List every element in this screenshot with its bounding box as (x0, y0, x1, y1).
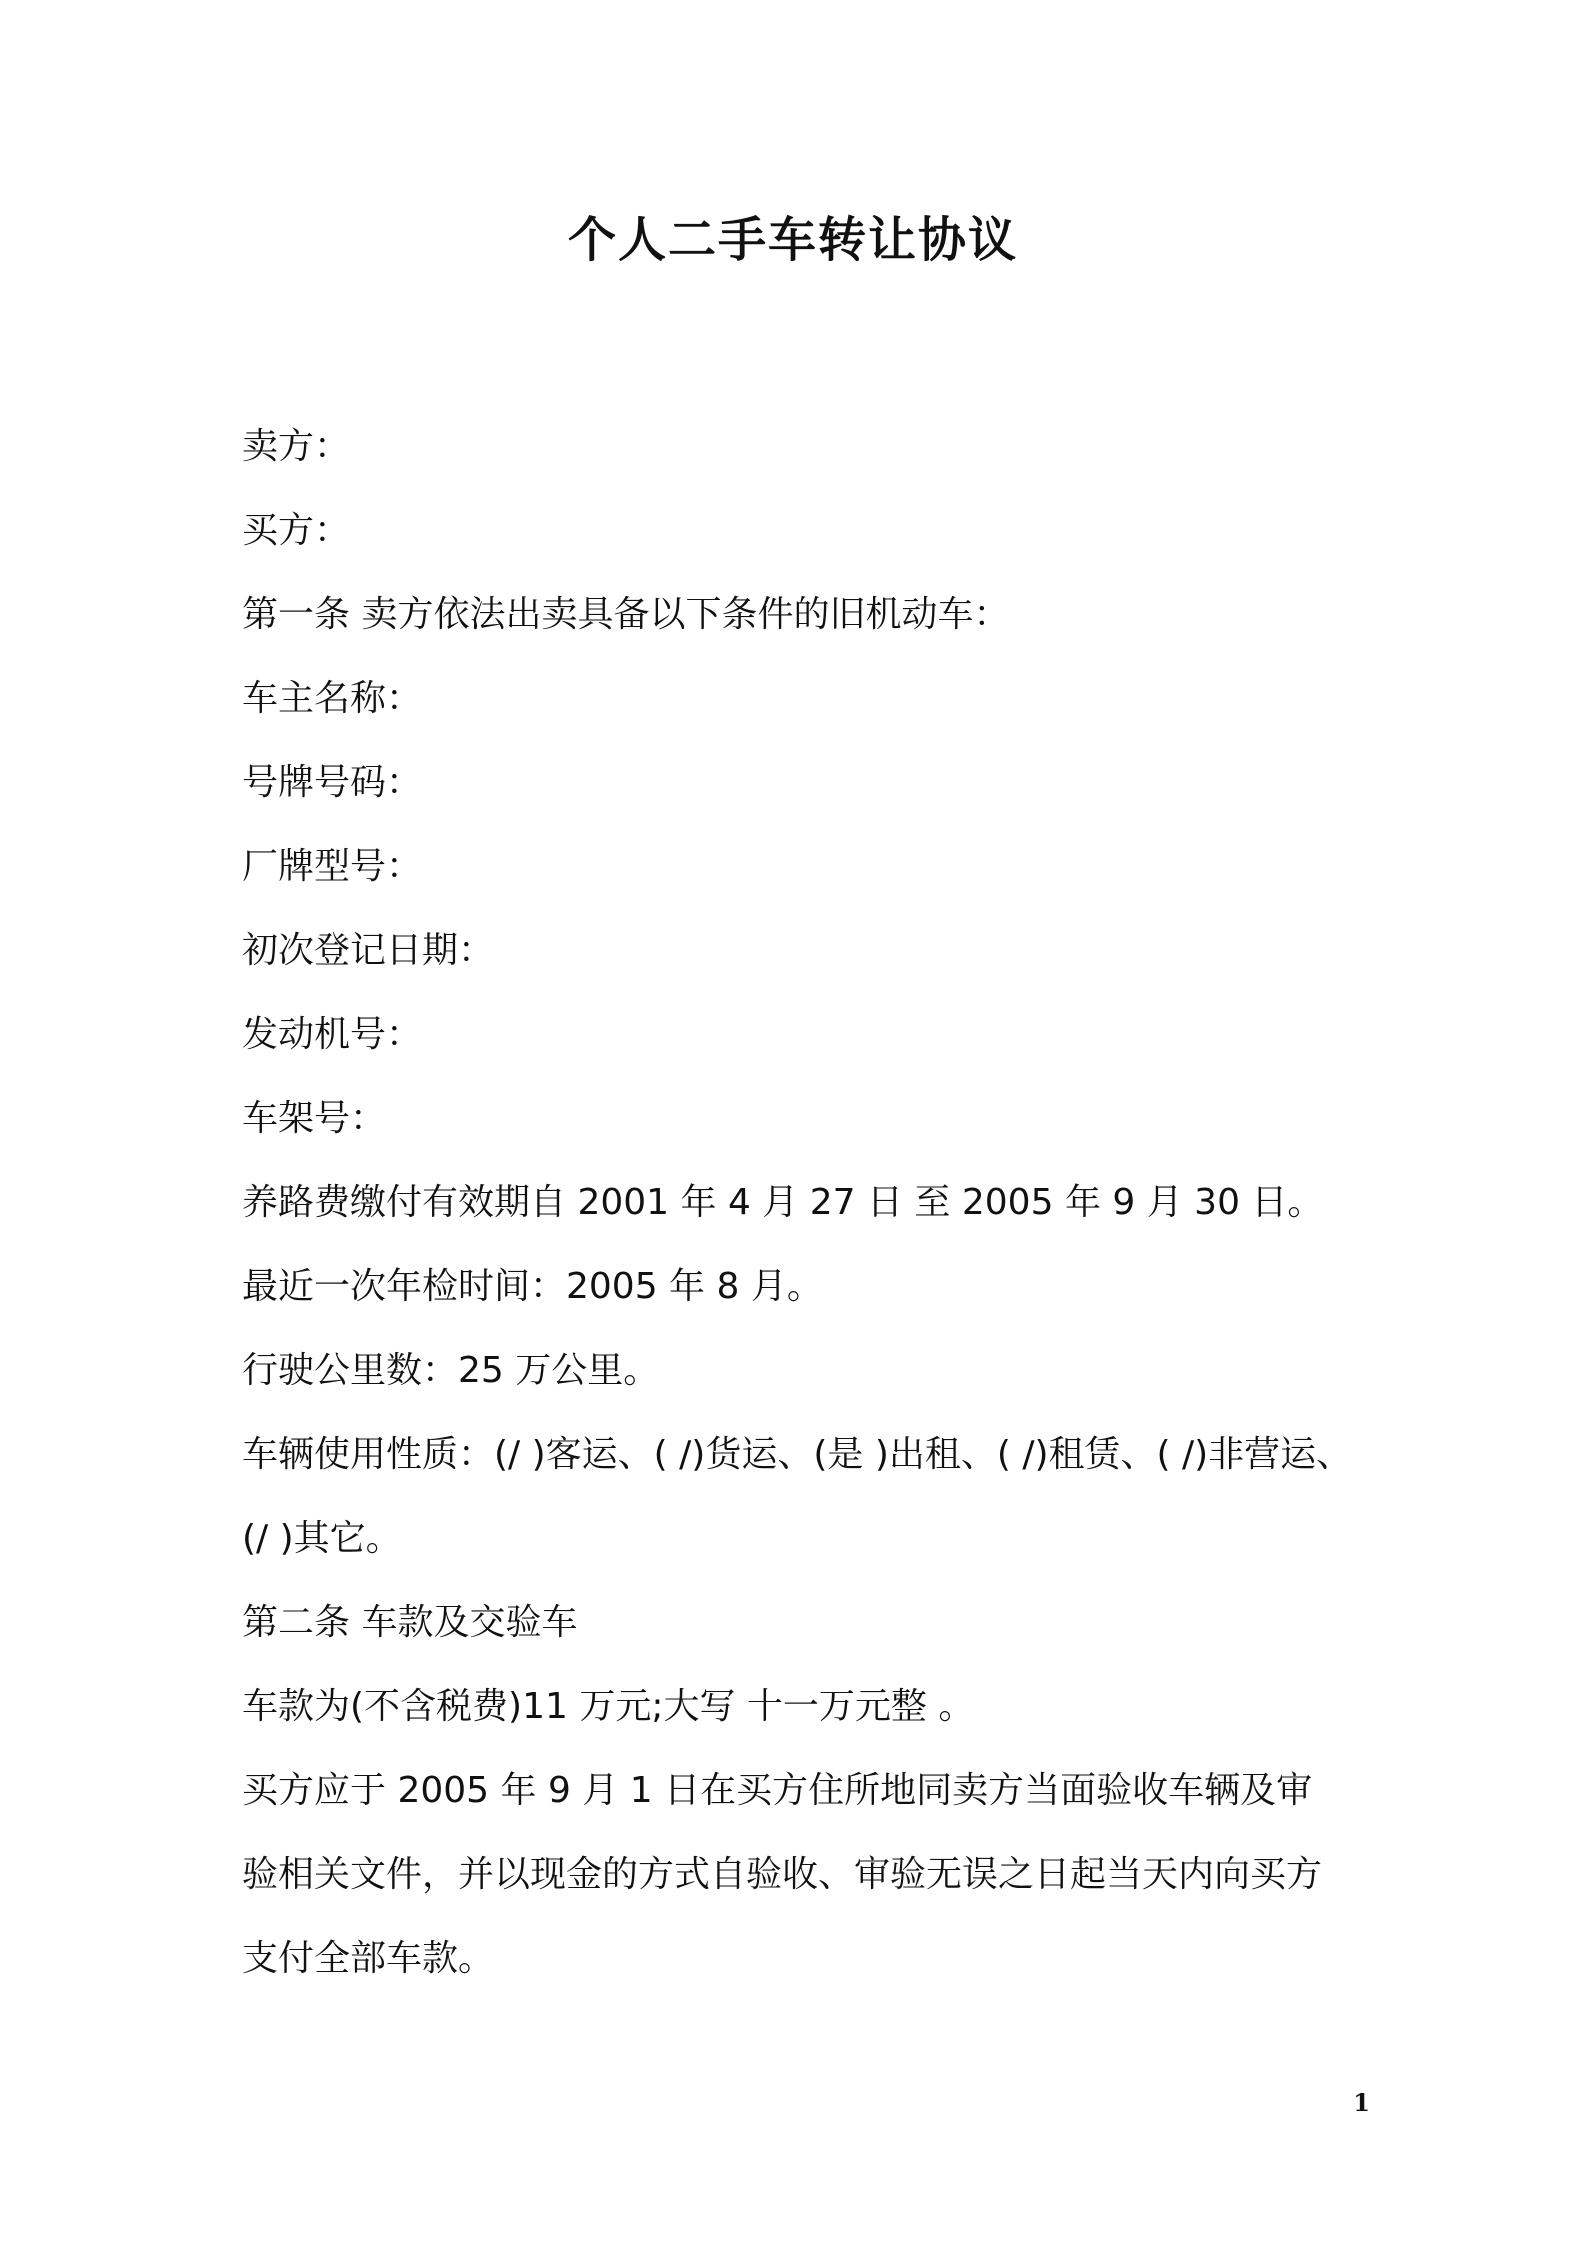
frame-number-line: 车架号： (242, 1098, 387, 1139)
last-inspection-line: 最近一次年检时间：2005 年 8 月。 (242, 1266, 823, 1307)
brand-model-line: 厂牌型号： (242, 846, 423, 887)
owner-name-line: 车主名称： (242, 678, 423, 719)
payment-terms-line-3: 支付全部车款。 (242, 1938, 495, 1979)
buyer-line: 买方： (242, 510, 351, 551)
payment-terms-line-2: 验相关文件，并以现金的方式自验收、审验无误之日起当天内向买方 (242, 1854, 1323, 1895)
usage-nature-line-continued: (/ )其它。 (242, 1518, 402, 1559)
mileage-line: 行驶公里数：25 万公里。 (242, 1350, 660, 1391)
article-one-heading: 第一条 卖方依法出卖具备以下条件的旧机动车： (242, 594, 1010, 635)
article-two-heading: 第二条 车款及交验车 (242, 1602, 578, 1643)
road-fee-validity-line: 养路费缴付有效期自 2001 年 4 月 27 日 至 2005 年 9 月 30 日。 (242, 1182, 1324, 1223)
document-title: 个人二手车转让协议 (567, 212, 1018, 268)
first-registration-date-line: 初次登记日期： (242, 930, 495, 971)
price-line: 车款为(不含税费)11 万元;大写 十一万元整 。 (242, 1686, 975, 1727)
plate-number-line: 号牌号码： (242, 762, 423, 803)
usage-nature-line: 车辆使用性质：(/ )客运、( /)货运、(是 )出租、( /)租赁、( /)非营运、 (242, 1434, 1353, 1475)
seller-line: 卖方： (242, 426, 351, 467)
document-body (242, 405, 1372, 2001)
payment-terms-line-1: 买方应于 2005 年 9 月 1 日在买方住所地同卖方当面验收车辆及审 (242, 1770, 1313, 1811)
page-number: 1 (1353, 2088, 1370, 2117)
engine-number-line: 发动机号： (242, 1014, 423, 1055)
